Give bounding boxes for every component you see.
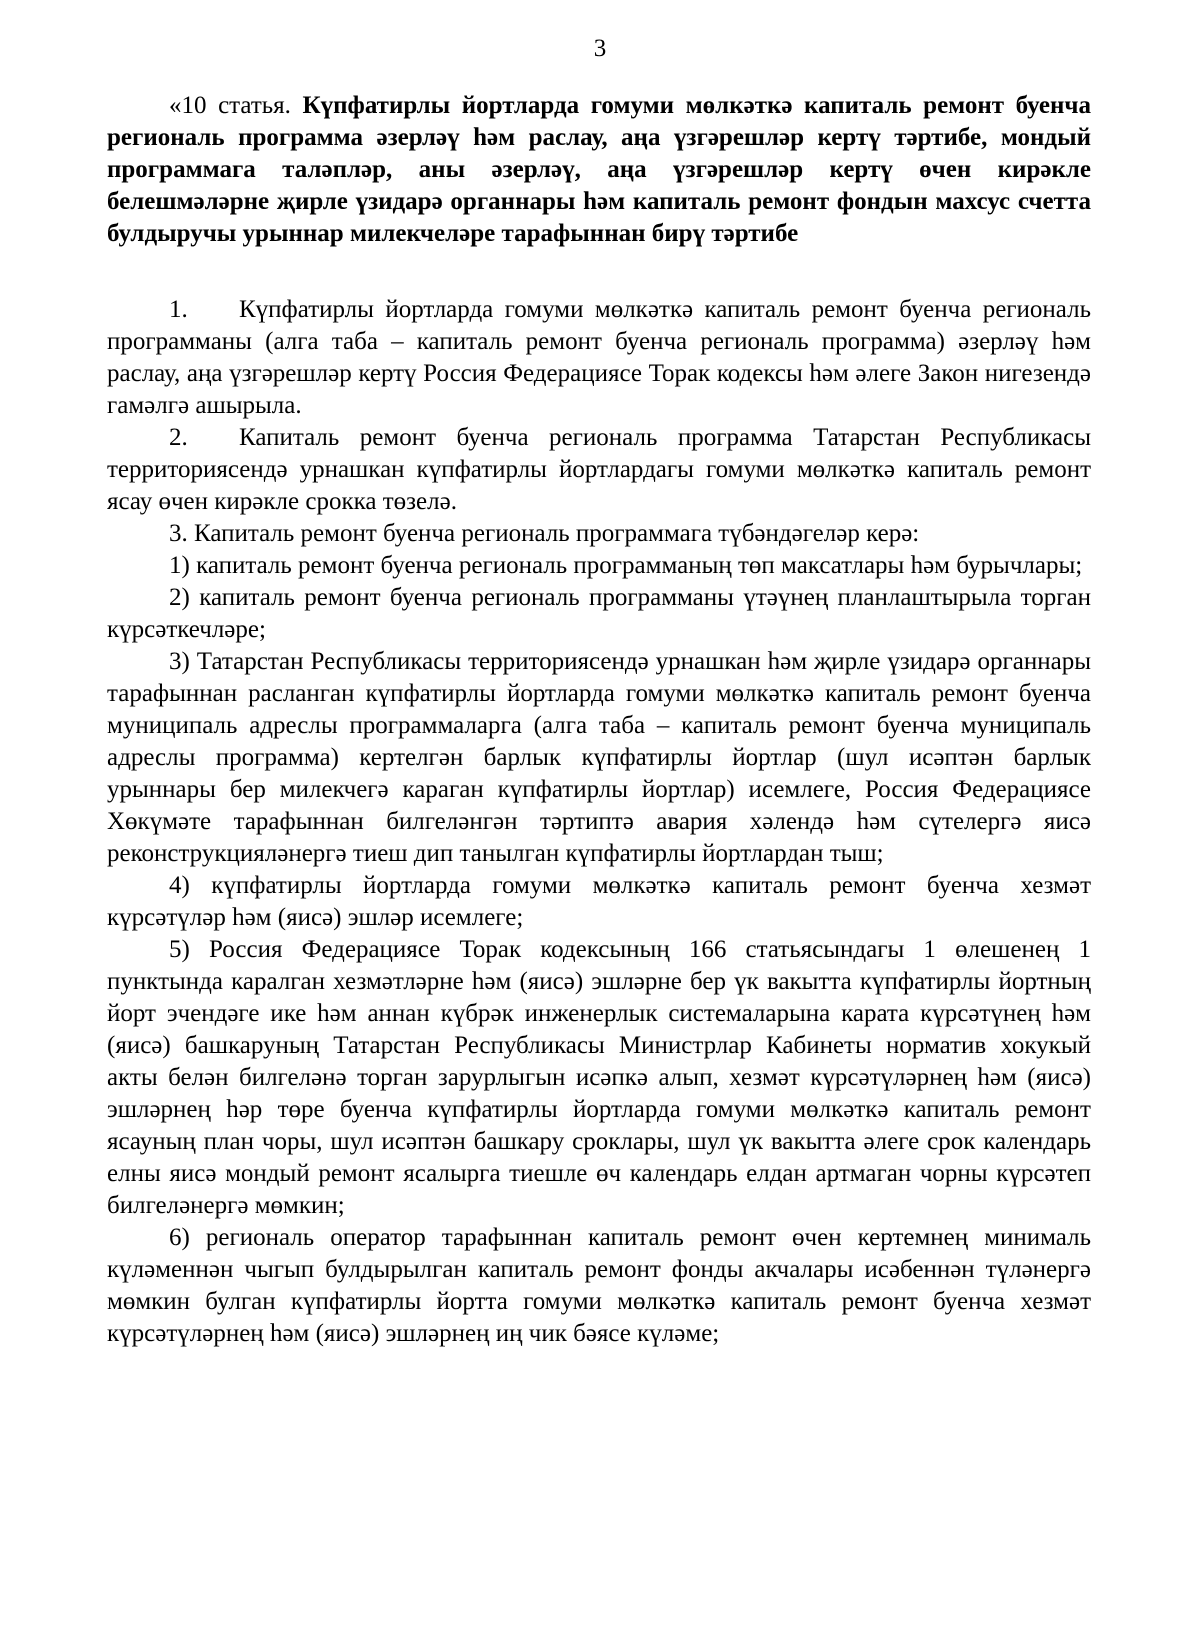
clause-2-number: 2.	[169, 424, 188, 451]
clause-3-item-5: 5) Россия Федерациясе Торак кодексының 166 статьясындагы 1 өлешенең 1 пунктында каралган хезмәтләрне һәм (яисә) эшләрне бер үк вакытта күпфатирлы йортның йорт эчендәге ике һәм аннан күбрәк инженерлык системаларына карата күрсәтүнең һәм (яисә) башкаруның Татарстан Республикасы Министрлар Кабинеты норматив хокукый акты белән билгеләнә торган зарурлыгын исәпкә алып, хезмәт күрсәтүләрнең һәм (яисә) эшләрнең һәр төре буенча күпфатирлы йортларда гомуми мөлкәткә капиталь ремонт ясауның план чоры, шул исәптән башкару сроклары, шул үк вакытта әлеге срок календарь елны яисә мондый ремонт ясалырга тиешле өч календарь елдан артмаган чорны күрсәтеп билгеләнергә мөмкин;	[107, 936, 1091, 1219]
article-heading-title: Күпфатирлы йортларда гомуми мөлкәткә капиталь ремонт буенча региональ программа әзерләү һәм раслау, аңа үзгәрешләр кертү тәртибе, мондый программага таләпләр, аны әзерләү, аңа үзгәрешләр кертү өчен кирәкле белешмәләрне җирле үзидарә органнары һәм капиталь ремонт фондын махсус счетта булдыручы урыннар милекчеләре тарафыннан бирү тәртибе	[107, 92, 1092, 247]
article-heading-prefix: «10 статья.	[169, 92, 291, 119]
clause-3-item-4: 4) күпфатирлы йортларда гомуми мөлкәткә капиталь ремонт буенча хезмәт күрсәтүләр һәм (яисә) эшләр исемлеге;	[107, 872, 1091, 931]
article-heading	[107, 90, 1091, 250]
clause-3-item-3: 3) Татарстан Республикасы территориясендә урнашкан һәм җирле үзидарә органнары тарафыннан расланган күпфатирлы йортларда гомуми мөлкәткә капиталь ремонт буенча муниципаль адреслы программаларга (алга таба – капиталь ремонт буенча муниципаль адреслы программа) кертелгән барлык күпфатирлы йортлар (шул исәптән барлык урыннары бер милекчегә караган күпфатирлы йортлар) исемлеге, Россия Федерациясе Хөкүмәте тарафыннан билгеләнгән тәртиптә авария хәлендә һәм сүтелергә яисә реконструкцияләнергә тиеш дип танылган күпфатирлы йортлардан тыш;	[107, 648, 1091, 867]
clause-2-text: Капиталь ремонт буенча региональ программа Татарстан Республикасы территориясендә урнашкан күпфатирлы йортлардагы гомуми мөлкәткә капиталь ремонт ясау өчен кирәкле срокка төзелә.	[107, 424, 1091, 515]
clause-3-intro: 3. Капиталь ремонт буенча региональ программага түбәндәгеләр керә:	[169, 520, 920, 547]
document-body	[107, 90, 1091, 1350]
clause-1-number: 1.	[169, 296, 188, 323]
clause-1-text: Күпфатирлы йортларда гомуми мөлкәткә капиталь ремонт буенча региональ программаны (алга таба – капиталь ремонт буенча региональ программа) әзерләү һәм раслау, аңа үзгәрешләр кертү Россия Федерациясе Торак кодексы һәм әлеге Закон нигезендә гамәлгә ашырыла.	[107, 296, 1091, 419]
clause-3-item-2: 2) капиталь ремонт буенча региональ программаны үтәүнең планлаштырыла торган күрсәткечләре;	[107, 584, 1091, 643]
clause-3-item-6: 6) региональ оператор тарафыннан капиталь ремонт өчен кертемнең минималь күләменнән чыгып булдырылган капиталь ремонт фонды акчалары исәбеннән түләнергә мөмкин булган күпфатирлы йортта гомуми мөлкәткә капиталь ремонт буенча хезмәт күрсәтүләрнең һәм (яисә) эшләрнең иң чик бәясе күләме;	[107, 1224, 1091, 1347]
clause-3-item-1: 1) капиталь ремонт буенча региональ программаның төп максатлары һәм бурычлары;	[169, 552, 1083, 579]
clause-2	[107, 422, 1091, 518]
clause-1	[107, 294, 1091, 422]
page-number: 3	[593, 35, 607, 62]
